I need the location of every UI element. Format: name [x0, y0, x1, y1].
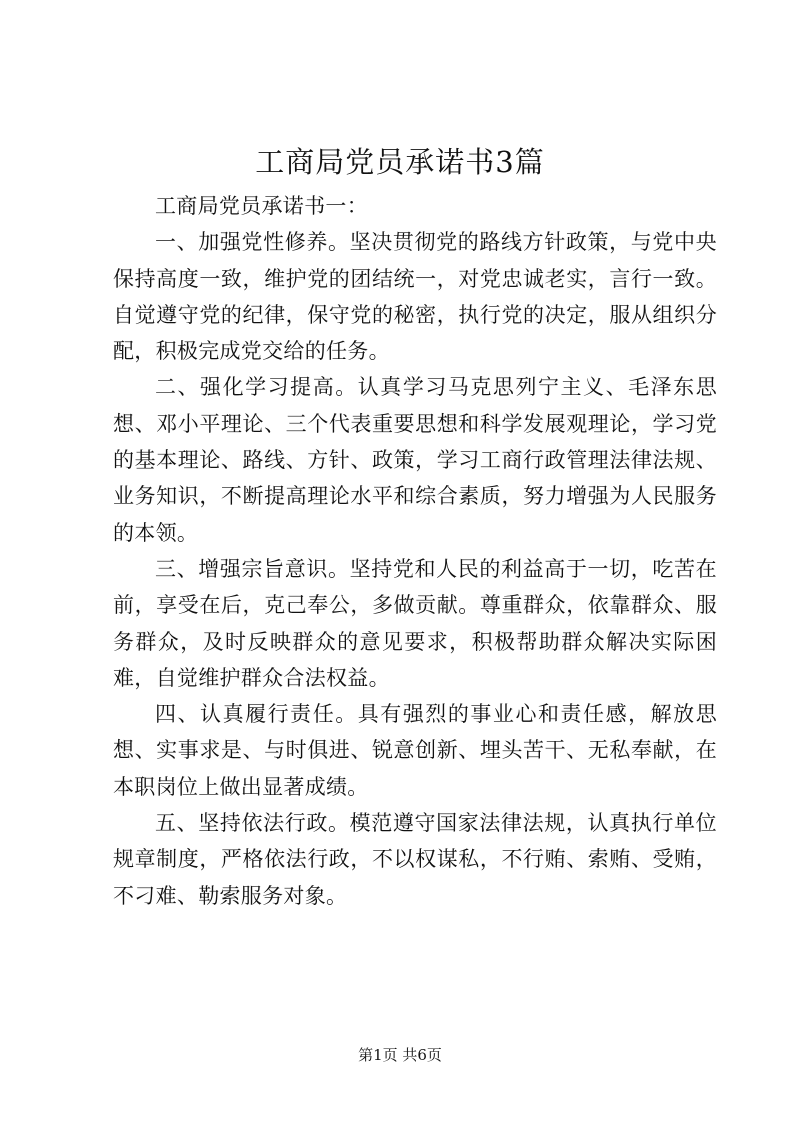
paragraph-responsibility: 四、认真履行责任。具有强烈的事业心和责任感，解放思想、实事求是、与时俱进、锐意创新、埋头苦干、无私奉献，在本职岗位上做出显著成绩。	[113, 702, 717, 799]
paragraph-law: 五、坚持依法行政。模范遵守国家法律法规，认真执行单位规章制度，严格依法行政，不以权谋私，不行贿、索贿、受贿，不刁难、勒索服务对象。	[113, 811, 717, 908]
paragraph-purpose: 三、增强宗旨意识。坚持党和人民的利益高于一切，吃苦在前，享受在后，克己奉公，多做贡献。尊重群众，依靠群众、服务群众，及时反映群众的意见要求，积极帮助群众解决实际困难，自觉维护群众合法权益。	[113, 556, 717, 690]
document-title: 工商局党员承诺书3篇	[255, 145, 545, 179]
section-heading: 工商局党员承诺书一：	[155, 194, 368, 218]
page-footer: 第1页 共6页	[358, 1046, 442, 1064]
paragraph-party-spirit: 一、加强党性修养。坚决贯彻党的路线方针政策，与党中央保持高度一致，维护党的团结统一，对党忠诚老实，言行一致。自觉遵守党的纪律，保守党的秘密，执行党的决定，服从组织分配，积极完成党交给的任务。	[113, 230, 717, 364]
paragraph-study: 二、强化学习提高。认真学习马克思列宁主义、毛泽东思想、邓小平理论、三个代表重要思想和科学发展观理论，学习党的基本理论、路线、方针、政策，学习工商行政管理法律法规、业务知识，不断提高理论水平和综合素质，努力增强为人民服务的本领。	[113, 375, 717, 545]
document-body	[113, 188, 717, 914]
